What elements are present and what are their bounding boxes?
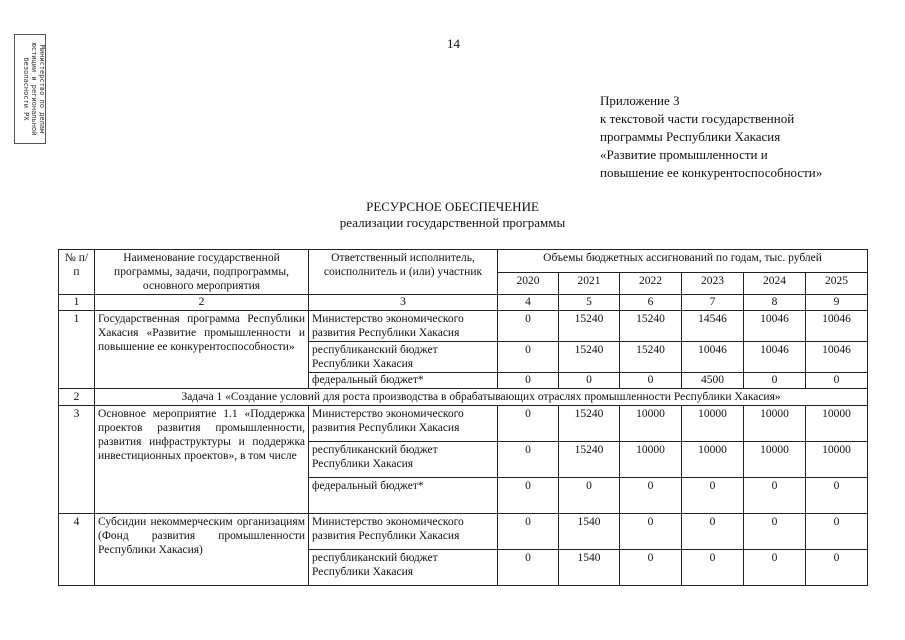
- header-row: [59, 250, 868, 273]
- index-cell: 5: [559, 295, 620, 311]
- row-executor: Министерство экономического развития Республики Хакасия: [309, 514, 498, 550]
- value-cell: 10046: [806, 311, 868, 342]
- page-number: 14: [447, 36, 460, 51]
- value-cell: 10000: [682, 406, 744, 442]
- document-title: РЕСУРСНОЕ ОБЕСПЕЧЕНИЕ: [366, 199, 539, 214]
- header-budget: Объемы бюджетных ассигнований по годам, тыс. рублей: [498, 250, 868, 273]
- value-cell: 0: [498, 373, 559, 389]
- index-cell: 2: [95, 295, 309, 311]
- value-cell: 10000: [744, 406, 806, 442]
- task-row: [59, 389, 868, 406]
- value-cell: 10046: [806, 342, 868, 373]
- stamp-line: безопасности РХ: [22, 57, 30, 121]
- index-cell: 1: [59, 295, 95, 311]
- value-cell: 15240: [559, 442, 620, 478]
- value-cell: 0: [620, 373, 682, 389]
- value-cell: 10000: [682, 442, 744, 478]
- value-cell: 0: [620, 478, 682, 514]
- row-num: 3: [59, 406, 95, 514]
- value-cell: 10046: [744, 311, 806, 342]
- appendix-line: к текстовой части государственной: [600, 111, 795, 126]
- value-cell: 10000: [744, 442, 806, 478]
- task-title: Задача 1 «Создание условий для роста производства в обрабатывающих отраслях промышленности Республики Хакасия»: [95, 389, 868, 406]
- row-name: Субсидии некоммерческим организациям (Фонд развития промышленности Республики Хакасия): [95, 514, 309, 586]
- value-cell: 0: [620, 550, 682, 586]
- appendix-line: программы Республики Хакасия: [600, 129, 781, 144]
- value-cell: 0: [806, 478, 868, 514]
- index-cell: 9: [806, 295, 868, 311]
- stamp-line: юстиции и региональной: [30, 42, 38, 136]
- header-year: 2024: [744, 272, 806, 295]
- table-row: [59, 311, 868, 342]
- appendix-line: повышение ее конкурентоспособности»: [600, 165, 823, 180]
- header-year: 2021: [559, 272, 620, 295]
- header-name: Наименование государственной программы, задачи, подпрограммы, основного мероприятия: [95, 250, 309, 295]
- budget-table: [58, 249, 868, 586]
- value-cell: 0: [498, 514, 559, 550]
- appendix-line: «Развитие промышленности и: [600, 147, 768, 162]
- value-cell: 15240: [559, 406, 620, 442]
- value-cell: 0: [682, 550, 744, 586]
- value-cell: 15240: [559, 311, 620, 342]
- value-cell: 0: [498, 311, 559, 342]
- value-cell: 0: [498, 406, 559, 442]
- row-name: Государственная программа Республики Хакасия «Развитие промышленности и повышение ее конкурентоспособности»: [95, 311, 309, 389]
- document-subtitle: реализации государственной программы: [339, 215, 566, 230]
- value-cell: 0: [744, 373, 806, 389]
- registration-stamp: [14, 34, 46, 144]
- row-executor: республиканский бюджет Республики Хакасия: [309, 342, 498, 373]
- appendix-line: Приложение 3: [600, 93, 680, 108]
- value-cell: 0: [806, 514, 868, 550]
- row-num: 1: [59, 311, 95, 389]
- index-cell: 3: [309, 295, 498, 311]
- index-cell: 6: [620, 295, 682, 311]
- header-year: 2023: [682, 272, 744, 295]
- row-num: 4: [59, 514, 95, 586]
- value-cell: 15240: [559, 342, 620, 373]
- value-cell: 0: [498, 442, 559, 478]
- value-cell: 0: [806, 550, 868, 586]
- table-row: [59, 406, 868, 442]
- row-executor: федеральный бюджет*: [309, 373, 498, 389]
- value-cell: 10000: [806, 406, 868, 442]
- value-cell: 0: [498, 342, 559, 373]
- value-cell: 10046: [744, 342, 806, 373]
- value-cell: 15240: [620, 311, 682, 342]
- index-cell: 4: [498, 295, 559, 311]
- header-year: 2022: [620, 272, 682, 295]
- value-cell: 0: [744, 478, 806, 514]
- stamp-line: Министерство по делам: [38, 44, 46, 134]
- value-cell: 10046: [682, 342, 744, 373]
- value-cell: 0: [682, 478, 744, 514]
- table-row: [59, 514, 868, 550]
- row-name: Основное мероприятие 1.1 «Поддержка проектов развития промышленности, развития инфраструктуры и поддержка инвестиционных проектов», в том числе: [95, 406, 309, 514]
- index-cell: 7: [682, 295, 744, 311]
- row-executor: федеральный бюджет*: [309, 478, 498, 514]
- header-executor: Ответственный исполнитель, соисполнитель и (или) участник: [309, 250, 498, 295]
- value-cell: 10000: [620, 442, 682, 478]
- value-cell: 1540: [559, 550, 620, 586]
- value-cell: 10000: [806, 442, 868, 478]
- row-num: 2: [59, 389, 95, 406]
- value-cell: 0: [682, 514, 744, 550]
- value-cell: 0: [559, 373, 620, 389]
- row-executor: республиканский бюджет Республики Хакасия: [309, 442, 498, 478]
- value-cell: 4500: [682, 373, 744, 389]
- value-cell: 15240: [620, 342, 682, 373]
- value-cell: 0: [806, 373, 868, 389]
- row-executor: Министерство экономического развития Республики Хакасия: [309, 311, 498, 342]
- value-cell: 0: [620, 514, 682, 550]
- header-year: 2025: [806, 272, 868, 295]
- value-cell: 0: [498, 478, 559, 514]
- row-executor: республиканский бюджет Республики Хакасия: [309, 550, 498, 586]
- column-index-row: [59, 295, 868, 311]
- value-cell: 1540: [559, 514, 620, 550]
- value-cell: 0: [744, 550, 806, 586]
- row-executor: Министерство экономического развития Республики Хакасия: [309, 406, 498, 442]
- header-year: 2020: [498, 272, 559, 295]
- value-cell: 0: [559, 478, 620, 514]
- header-num: № п/п: [59, 250, 95, 295]
- index-cell: 8: [744, 295, 806, 311]
- value-cell: 10000: [620, 406, 682, 442]
- value-cell: 0: [744, 514, 806, 550]
- value-cell: 14546: [682, 311, 744, 342]
- appendix-note: [600, 92, 822, 182]
- value-cell: 0: [498, 550, 559, 586]
- stamp-text: [16, 35, 46, 143]
